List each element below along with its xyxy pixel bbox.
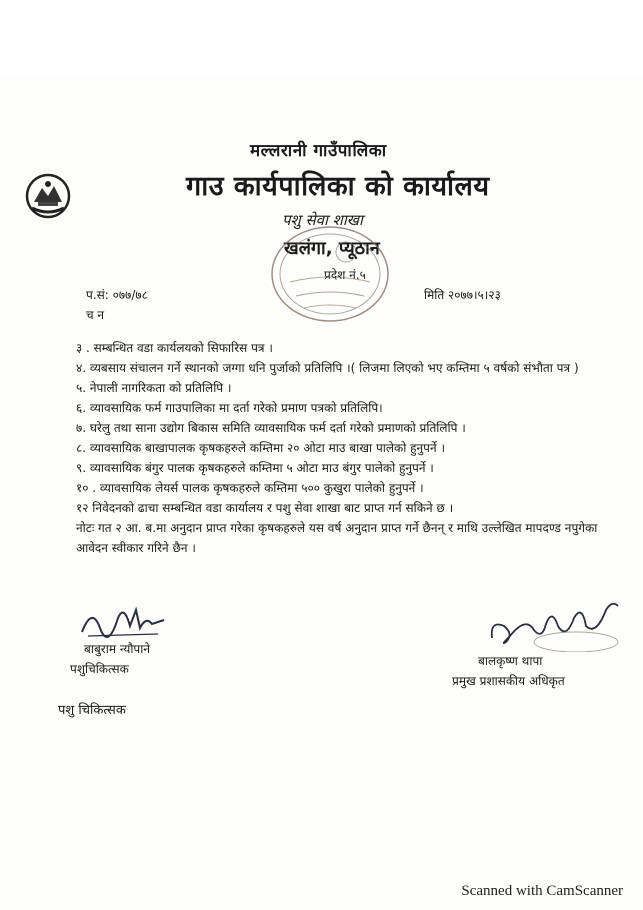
province-name: प्रदेश नं.५ xyxy=(324,268,366,282)
list-item: ३ . सम्बन्धित वडा कार्यलयको सिफारिस पत्र । xyxy=(76,341,273,355)
scan-margin xyxy=(0,0,643,78)
reference-number: प.सं: ०७७/७८ xyxy=(86,288,148,302)
office-stamp xyxy=(268,222,392,326)
list-item: ८. व्यावसायिक बाखापालक कृषकहरुले कम्तिमा २० ओटा माउ बाखा पालेको हुनुपर्ने । xyxy=(76,441,446,455)
right-signatory-title: प्रमुख प्रशासकीय अधिकृत xyxy=(452,674,565,688)
left-signatory-name: बाबुराम न्यौपाने xyxy=(84,642,151,656)
list-item: ९. व्यावसायिक बंगुर पालक कृषकहरुले कम्तिमा ५ ओटा माउ बंगुर पालेको हुनुपर्ने । xyxy=(76,461,434,475)
note-text: नोटः गत २ आ. ब.मा अनुदान प्राप्त गरेका कृषकहरुले यस वर्ष अनुदान प्राप्त गर्ने छैनन् र माथि उल्लेखित मापदण्ड नपुगेका आवेदन स्वीकार गरिने छैन । xyxy=(76,521,598,555)
list-item: ६. व्यावसायिक फर्म गाउपालिका मा दर्ता गरेको प्रमाण पत्रको प्रतिलिपि। xyxy=(76,401,383,415)
list-item: ५. नेपाली नागरिकता को प्रतिलिपि । xyxy=(76,381,232,395)
list-item: १२ निवेदनको ढाचा सम्बन्धित वडा कार्यालय र पशु सेवा शाखा बाट प्राप्त गर्न सकिने छ । xyxy=(76,501,454,515)
left-signatory-designation: पशु चिकित्सक xyxy=(58,703,126,718)
office-title: गाउ कार्यपालिका को कार्यालय xyxy=(186,171,490,202)
office-location: खलंगा, प्यूठान xyxy=(284,238,380,259)
municipality-name: मल्लरानी गाउँपालिका xyxy=(250,141,387,161)
left-signature xyxy=(78,598,168,643)
section-name: पशु सेवा शाखा xyxy=(282,211,363,229)
list-item: ४. व्यबसाय संचालन गर्ने स्थानको जग्गा धनि पुर्जाको प्रतिलिपि ।( लिजमा लिएको भए कम्तिमा ५ वर्षको संभौता पत्र ) xyxy=(76,361,579,375)
requirements-list xyxy=(76,338,621,558)
dispatch-number: च न xyxy=(86,308,105,322)
document-date: मिति २०७७।५।२३ xyxy=(424,288,501,302)
scanner-watermark: Scanned with CamScanner xyxy=(461,883,623,899)
right-signatory-name: बालकृष्ण थापा xyxy=(478,654,543,668)
list-item: ७. घरेलु तथा साना उद्योग बिकास समिति व्यावसायिक फर्म दर्ता गरेको प्रमाणको प्रतिलिपि । xyxy=(76,421,466,435)
right-signature xyxy=(486,596,624,652)
left-signatory-title: पशुचिकित्सक xyxy=(70,662,129,676)
nepal-emblem-icon xyxy=(24,172,72,220)
list-item: १० . व्यावसायिक लेयर्स पालक कृषकहरुले कम्तिमा ५०० कुखुरा पालेको हुनुपर्ने । xyxy=(76,481,424,495)
